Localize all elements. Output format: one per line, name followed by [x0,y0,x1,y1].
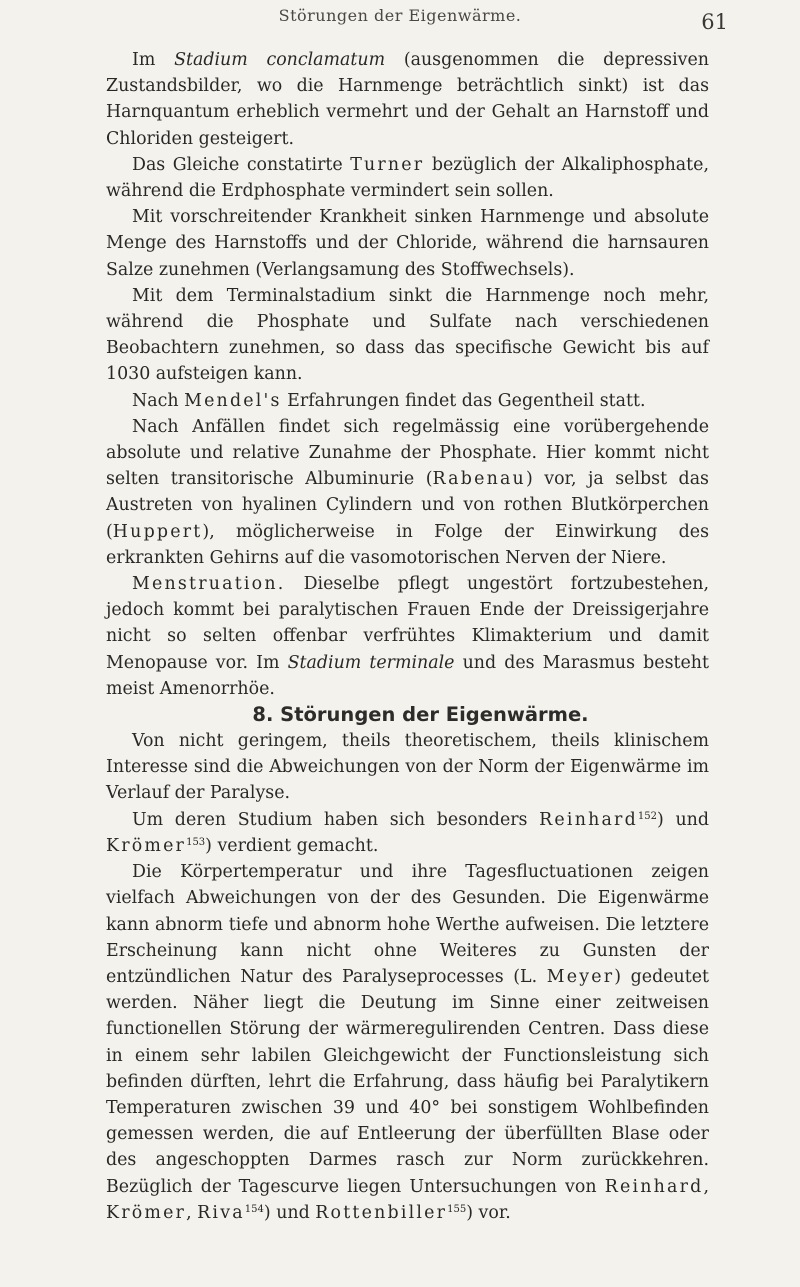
paragraph: Mit vorschreitender Krankheit sinken Harnmenge und absolute Menge des Harnstoffs und der Chloride, während die harnsauren Salze zunehmen (Verlangsamung des Stoffwechsels). [106,207,709,280]
author-name: Mendel's [184,390,282,411]
author-name: Reinhard [604,1176,704,1197]
footnote-ref: 155 [447,1203,467,1215]
author-name: Turner [350,154,425,175]
footnote-ref: 153 [186,836,206,848]
section-heading: 8. Störungen der Eigenwärme. [252,703,589,727]
text-run: Um deren Studium haben sich besonders [132,809,540,830]
paragraph [106,152,709,204]
run-in-heading: Menstruation. [132,574,286,595]
author-name: Huppert [112,521,203,542]
author-name: Reinhard [539,809,638,830]
text-run: Dieselbe pflegt ungestört fortzubestehen, jedoch kommt bei paralytischen Frauen Ende der Dreissigerjahre nicht so selten offenbar verfrühtes Klimakterium und damit Menopause vor. Im [106,574,709,673]
running-title: Störungen der Eigenwärme. [278,6,522,25]
author-name: Rabenau [432,469,526,490]
text-run: , [186,1202,198,1223]
paragraph: Von nicht geringem, theils theoretischem, theils klinischem Interesse sind die Abweichungen von der Norm der Eigenwärme im Verlauf der Paralyse. [106,731,709,804]
text-run: Nach [132,390,185,411]
text-run: ) verdient gemacht. [205,835,379,856]
paragraph [106,571,709,702]
text-run: und des Marasmus besteht meist Amenorrhöe. [106,652,709,699]
emphasis-italic: Stadium terminale [287,652,455,673]
text-run: ), möglicherweise in Folge der Einwirkung des erkrankten Gehirns auf die vasomotorischen Nerven der Niere. [106,521,709,568]
text-run: Erfahrungen findet das Gegentheil statt. [281,390,646,411]
author-name: Krömer [106,835,187,856]
text-run: Das Gleiche constatirte [132,154,351,175]
text-run: Nach Anfällen findet sich regelmässig eine vorübergehende absolute und relative Zunahme der Phosphate. Hier kommt nicht selten transitorische Albuminurie ( [106,416,709,490]
text-run: ) und [263,1202,316,1223]
paragraph [106,414,709,571]
footnote-ref: 152 [637,810,657,822]
text-run: ) gedeutet werden. Näher liegt die Deutung im Sinne einer zeitweisen functionellen Störung der wärmeregulirenden Centren. Dass diese in einem sehr labilen Gleichgewicht der Functionsleistung sich befinden dürften, lehrt die Erfahrung, dass häufig bei Paralytikern Temperaturen zwischen 39 und 40° bei sonstigem Wohlbefinden gemessen werden, die auf Entleerung der überfüllten Blase oder des angeschoppten Darmes rasch zur Norm zurückkehren. Bezüglich der Tagescurve liegen Untersuchungen von [106,966,709,1197]
text-run: ) vor. [466,1202,511,1223]
text-run: ) und [657,809,709,830]
page-number: 61 [701,10,728,34]
emphasis-italic: Stadium conclamatum [174,50,386,70]
text-run: Die Körpertemperatur und ihre Tagesfluctuationen zeigen vielfach Abweichungen von der des Gesunden. Die Eigenwärme kann abnorm tiefe und abnorm hohe Werthe aufweisen. Die letztere Erscheinung kann nicht ohne Weiteres zu Gunsten der entzündlichen Natur des Paralyseprocesses (L. [106,862,709,987]
paragraph: Mit dem Terminalstadium sinkt die Harnmenge noch mehr, während die Phosphate und Sulfate nach verschiedenen Beobachtern zunehmen, so dass das specifische Gewicht bis auf 1030 aufsteigen kann. [106,285,709,385]
paragraph [106,388,709,414]
paragraph [106,807,709,859]
running-header [0,6,800,32]
text-run: (ausgenommen die depressiven Zustandsbilder, wo die Harnmenge beträchtlich sinkt) ist das Harnquantum erheblich vermehrt und der Gehalt an Harnstoff und Chloriden gesteigert. [106,50,709,149]
paragraph [106,47,709,152]
text-run: Im [132,50,175,70]
text-run: , [703,1176,709,1197]
author-name: Riva [197,1202,245,1223]
footnote-ref: 154 [244,1203,264,1215]
body-text [106,47,709,1226]
author-name: Krömer [106,1202,187,1223]
paragraph [106,859,709,1226]
text-run: bezüglich der Alkaliphosphate, während die Erdphosphate vermindert sein sollen. [106,154,709,202]
author-name: Rottenbiller [315,1202,448,1223]
text-run: ) vor, ja selbst das Austreten von hyalinen Cylindern und von rothen Blutkörperchen ( [106,469,709,542]
author-name: Meyer [546,966,615,987]
